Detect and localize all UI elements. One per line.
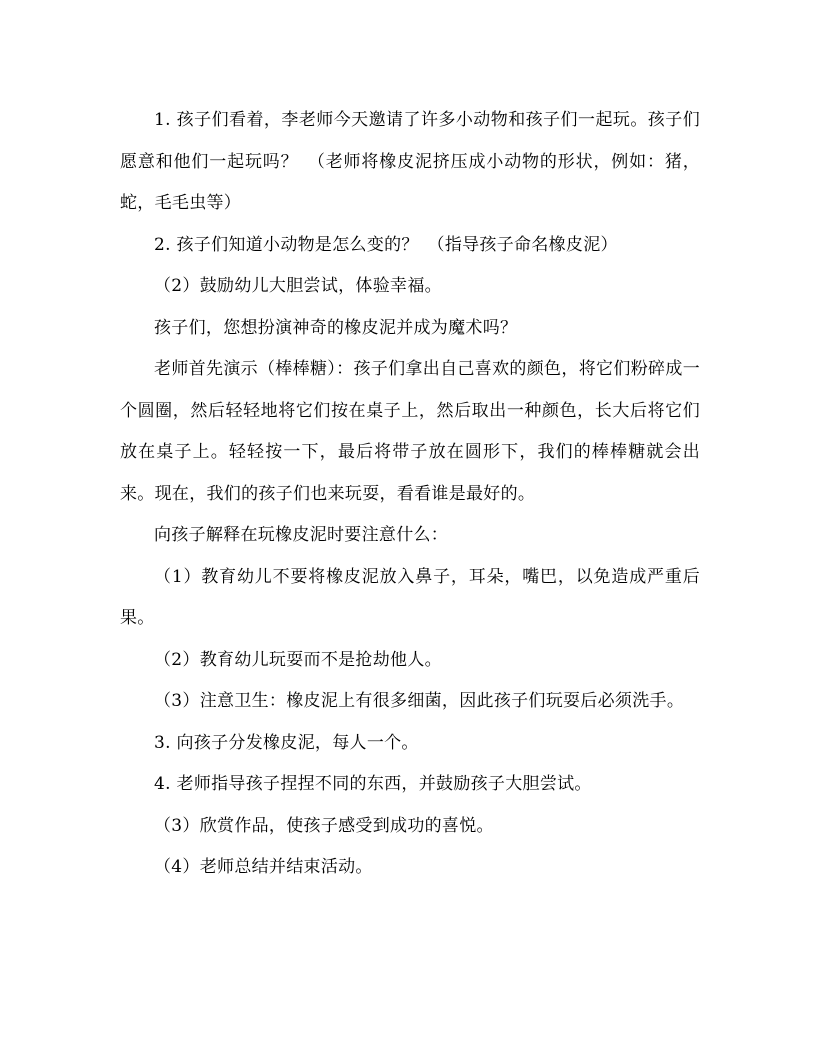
paragraph-safety-intro: 向孩子解释在玩橡皮泥时要注意什么： bbox=[154, 525, 449, 545]
document-body bbox=[120, 100, 700, 889]
paragraph-guide-shaping: 4. 老师指导孩子捏捏不同的东西，并鼓励孩子大胆尝试。 bbox=[154, 774, 592, 794]
paragraph-magic-question: 孩子们，您想扮演神奇的橡皮泥并成为魔术吗？ bbox=[154, 317, 518, 338]
paragraph-safety-3: （3）注意卫生：橡皮泥上有很多细菌，因此孩子们玩耍后必须洗手。 bbox=[154, 691, 685, 711]
paragraph-how-animals-change: 2. 孩子们知道小动物是怎么变的？ （指导孩子命名橡皮泥） bbox=[154, 234, 618, 255]
paragraph-appreciate-works: （3）欣赏作品，使孩子感受到成功的喜悦。 bbox=[154, 815, 494, 836]
paragraph-distribute: 3. 向孩子分发橡皮泥，每人一个。 bbox=[154, 732, 419, 753]
paragraph-lollipop-demo: 老师首先演示（棒棒糖）：孩子们拿出自己喜欢的颜色，将它们粉碎成一个圆圈，然后轻轻地将它们按在桌子上，然后取出一种颜色，长大后将它们放在桌子上。轻轻按一下，最后将带子放在圆形下，我们的棒棒糖就会出来。现在，我们的孩子们也来玩耍，看看谁是最好的。 bbox=[120, 359, 700, 504]
paragraph-summary: （4）老师总结并结束活动。 bbox=[154, 857, 373, 877]
paragraph-safety-2: （2）教育幼儿玩耍而不是抢劫他人。 bbox=[154, 649, 442, 670]
paragraph-intro-animals: 1. 孩子们看着，李老师今天邀请了许多小动物和孩子们一起玩。孩子们愿意和他们一起玩吗？ （老师将橡皮泥挤压成小动物的形状，例如：猪，蛇，毛毛虫等） bbox=[120, 110, 700, 213]
paragraph-encourage-trying: （2）鼓励幼儿大胆尝试，体验幸福。 bbox=[154, 276, 442, 296]
paragraph-safety-1: （1）教育幼儿不要将橡皮泥放入鼻子，耳朵，嘴巴，以免造成严重后果。 bbox=[120, 566, 700, 628]
